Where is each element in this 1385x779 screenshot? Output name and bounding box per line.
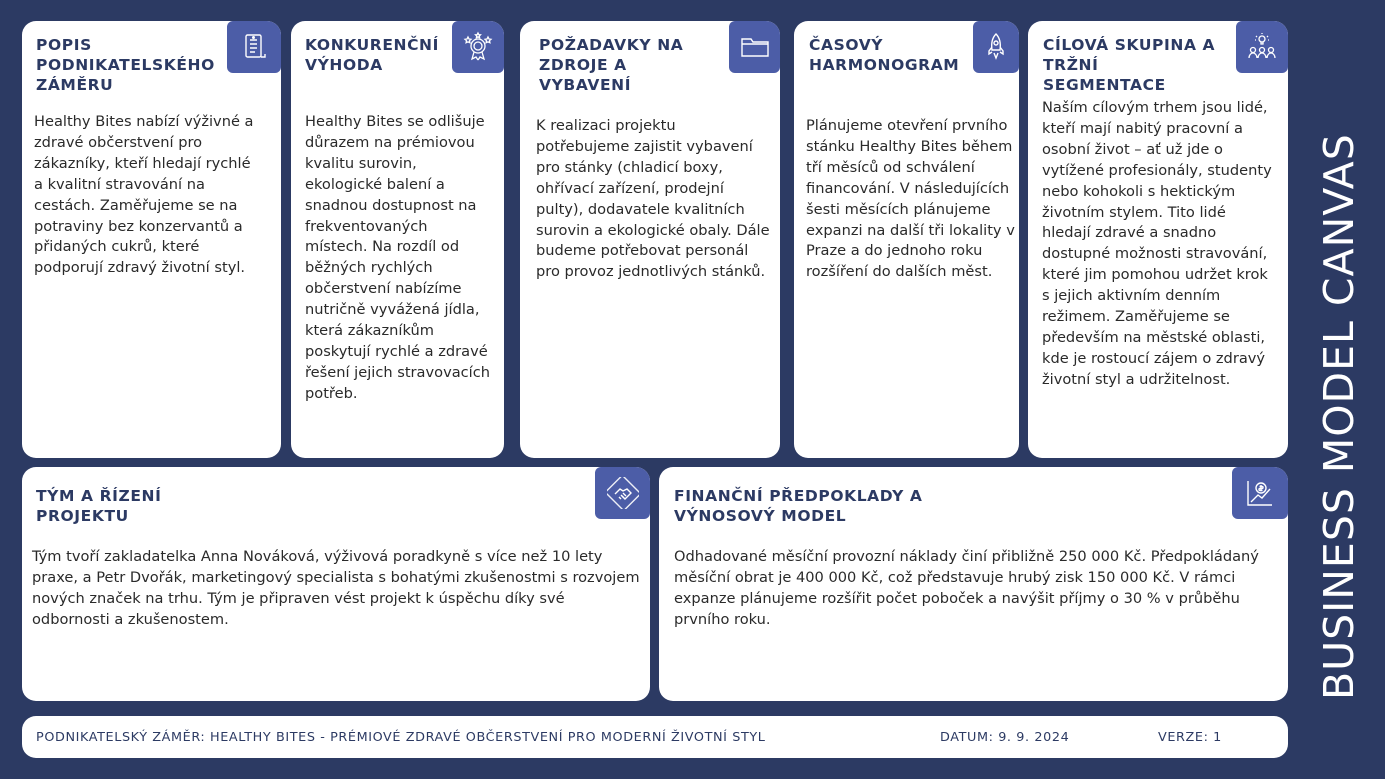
rocket-icon-box — [973, 21, 1019, 73]
award-icon-box — [452, 21, 504, 73]
card-title: POPIS PODNIKATELSKÉHO ZÁMĚRU — [36, 36, 215, 94]
card-pozadavky-zdroje — [520, 21, 780, 458]
side-title: BUSINESS MODEL CANVAS — [1315, 133, 1363, 700]
finance-chart-icon-box — [1232, 467, 1288, 519]
card-title: ČASOVÝ HARMONOGRAM — [809, 36, 960, 74]
footer-date: DATUM: 9. 9. 2024 — [940, 730, 1070, 745]
team-idea-icon — [1246, 31, 1278, 63]
card-title: POŽADAVKY NA ZDROJE A VYBAVENÍ — [539, 36, 684, 94]
card-text: Naším cílovým trhem jsou lidé, kteří mají nabitý pracovní a osobní život – ať už jde o vytížené profesionály, studenty nebo kohokoli s hektickým životním stylem. Tito lidé hledají zdravé a snadno dostupné možnosti stravování, které jim pomohou udržet krok s jejich aktivním denním režimem. Zaměřujeme se především na městské oblasti, kde je rostoucí zájem o zdravý životní styl a udržitelnost. — [1042, 99, 1272, 388]
card-title: FINANČNÍ PŘEDPOKLADY A VÝNOSOVÝ MODEL — [674, 487, 923, 525]
card-casovy-harmonogram — [794, 21, 1019, 458]
card-financni-predpoklady — [659, 467, 1288, 701]
card-tym-rizeni — [22, 467, 650, 701]
folder-icon — [739, 31, 771, 63]
team-idea-icon-box — [1236, 21, 1288, 73]
card-text: Tým tvoří zakladatelka Anna Nováková, výživová poradkyně s více než 10 lety praxe, a Petr Dvořák, marketingový specialista s bohatými zkušenostmi s rozvojem nových značek na trhu. Tým je připraven vést projekt k úspěchu díky své odbornosti a zkušenostem. — [32, 548, 640, 628]
card-text: K realizaci projektu potřebujeme zajistit vybavení pro stánky (chladicí boxy, ohřívací zařízení, prodejní pulty), dodavatele kvalitních surovin a ekologické obaly. Dále budeme potřebovat personál pro provoz jednotlivých stánků. — [536, 117, 770, 281]
card-text: Healthy Bites nabízí výživné a zdravé občerstvení pro zákazníky, kteří hledají rychlé a kvalitní stravování na cestách. Zaměřujeme se na potraviny bez konzervantů a přidaných cukrů, které podporují zdravý životní styl. — [34, 113, 254, 277]
card-title: CÍLOVÁ SKUPINA A TRŽNÍ SEGMENTACE — [1043, 36, 1216, 94]
handshake-icon-box — [595, 467, 650, 519]
card-konkurencni-vyhoda — [291, 21, 504, 458]
footer-bar — [22, 716, 1288, 758]
card-title: KONKURENČNÍ VÝHODA — [305, 36, 439, 74]
card-text: Odhadované měsíční provozní náklady činí přibližně 250 000 Kč. Předpokládaný měsíční obrat je 400 000 Kč, což představuje hrubý zisk 150 000 Kč. V rámci expanze plánujeme rozšířit počet poboček a navýšit příjmy o 30 % v průběhu prvního roku. — [674, 548, 1259, 628]
card-title: TÝM A ŘÍZENÍ PROJEKTU — [36, 487, 162, 525]
footer-version: VERZE: 1 — [1158, 730, 1222, 745]
card-popis — [22, 21, 281, 458]
card-text: Healthy Bites se odlišuje důrazem na prémiovou kvalitu surovin, ekologické balení a snadnou dostupnost na frekventovaných místech. Na rozdíl od běžných rychlých občerstvení nabízíme nutričně vyvážená jídla, která zákazníkům poskytují rychlé a zdravé řešení jejich stravovacích potřeb. — [305, 113, 491, 402]
finance-chart-icon — [1244, 477, 1276, 509]
footer-project: PODNIKATELSKÝ ZÁMĚR: HEALTHY BITES - PRÉMIOVÉ ZDRAVÉ OBČERSTVENÍ PRO MODERNÍ ŽIVOTNÍ STYL — [36, 730, 766, 745]
rocket-icon — [980, 31, 1012, 63]
card-text: Plánujeme otevření prvního stánku Healthy Bites během tří měsíců od schválení financování. V následujících šesti měsících plánujeme expanzi na další tři lokality v Praze a do jednoho roku rozšíření do dalších měst. — [806, 117, 1015, 281]
award-icon — [462, 31, 494, 63]
document-icon-box — [227, 21, 281, 73]
card-cilova-skupina — [1028, 21, 1288, 458]
document-icon — [238, 31, 270, 63]
folder-icon-box — [729, 21, 780, 73]
handshake-icon — [607, 477, 639, 509]
